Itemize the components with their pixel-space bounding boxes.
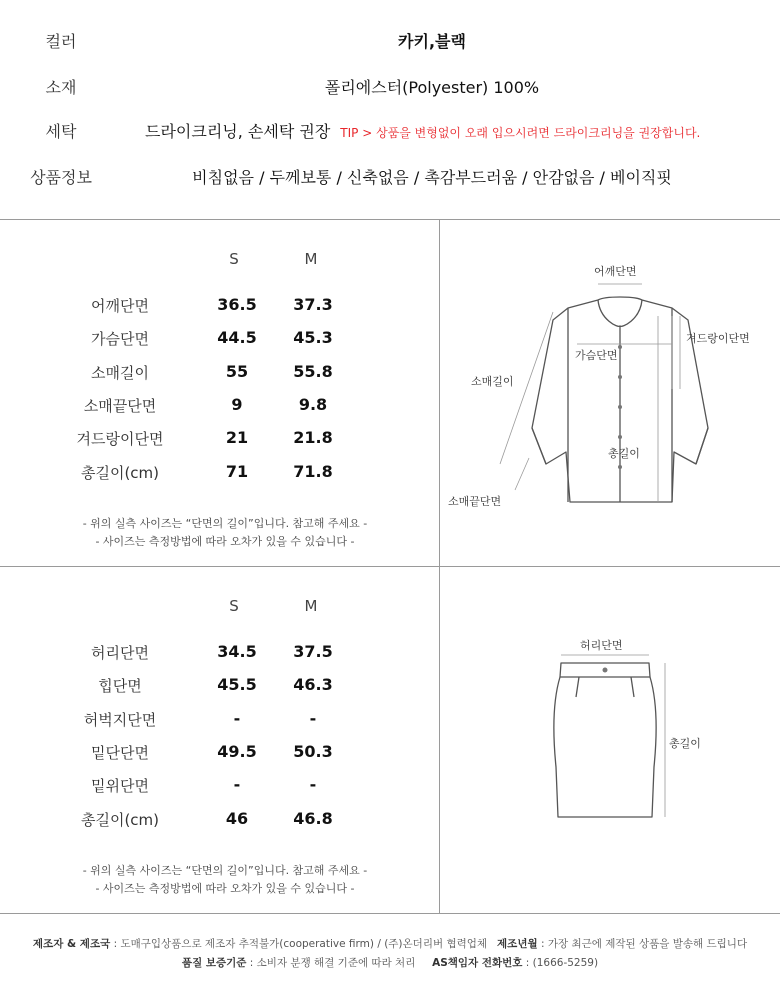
measure-s: -: [233, 775, 241, 794]
size-header-m: M: [304, 250, 318, 268]
measure-label: 총길이(cm): [80, 464, 160, 482]
maker-value: : 도매구입상품으로 제조자 추적불가(cooperative firm) / (주)온더리버 협력업체: [113, 938, 488, 950]
measure-s: 34.5: [217, 642, 257, 661]
info-label: 컬러: [45, 32, 77, 51]
size-header-s: S: [229, 597, 239, 615]
measure-s: 45.5: [217, 675, 257, 694]
info-value: 카키,블랙: [398, 32, 466, 51]
size-note: - 위의 실측 사이즈는 “단면의 길이”입니다. 참고해 주세요 -: [82, 517, 368, 530]
measure-label: 겨드랑이단면: [76, 430, 164, 448]
measure-m: 55.8: [293, 362, 333, 381]
divider: [0, 913, 780, 914]
measure-label: 밑위단면: [91, 777, 149, 795]
measure-label: 가슴단면: [91, 330, 149, 348]
shirt-label-chest: 가슴단면: [575, 349, 618, 362]
measure-label: 소매끝단면: [83, 397, 157, 415]
as-value: : (1666-5259): [525, 957, 599, 969]
info-value: 비침없음 / 두께보통 / 신축없음 / 촉감부드러움 / 안감없음 / 베이직핏: [192, 168, 672, 187]
shirt-diagram: [440, 220, 780, 566]
info-row-material: [0, 73, 780, 103]
info-label: 세탁: [45, 122, 77, 141]
info-row-details: [0, 163, 780, 193]
info-label: 소재: [45, 78, 77, 97]
measure-s: 9: [231, 395, 243, 414]
skirt-diagram: [440, 567, 780, 913]
shirt-label-length: 총길이: [608, 447, 640, 460]
washing-value: 드라이크리닝, 손세탁 권장: [145, 122, 331, 141]
measure-m: 50.3: [293, 742, 333, 761]
shirt-label-cuff: 소매끝단면: [448, 495, 502, 508]
measure-m: 9.8: [298, 395, 328, 414]
measure-label: 허벅지단면: [83, 711, 157, 729]
measure-s: 49.5: [217, 742, 257, 761]
measure-m: -: [309, 775, 317, 794]
footer-line-2: [0, 955, 780, 970]
washing-tip: TIP > 상품을 변형없이 오래 입으시려면 드라이크리닝을 권장합니다.: [340, 126, 701, 140]
measure-s: 71: [225, 462, 249, 481]
warranty-label: 품질 보증기준: [181, 957, 247, 969]
measure-s: 21: [225, 428, 249, 447]
measure-s: 46: [225, 809, 249, 828]
info-value: [145, 117, 765, 148]
measure-label: 소매길이: [91, 364, 149, 382]
as-label: AS책임자 전화번호: [432, 957, 523, 969]
shirt-label-armpit: 겨드랑이단면: [686, 332, 750, 345]
maker-label: 제조자 & 제조국: [32, 938, 111, 950]
measure-m: 46.8: [293, 809, 333, 828]
date-value: : 가장 최근에 제작된 상품을 발송해 드립니다: [540, 938, 748, 950]
measure-m: 46.3: [293, 675, 333, 694]
info-row-color: [0, 27, 780, 57]
measure-s: 55: [225, 362, 249, 381]
skirt-label-waist: 허리단면: [580, 639, 623, 652]
warranty-value: : 소비자 분쟁 해결 기준에 따라 처리: [249, 957, 416, 969]
date-label: 제조년월: [497, 938, 538, 950]
measure-label: 밑단단면: [91, 744, 149, 762]
shirt-label-sleeve: 소매길이: [471, 375, 514, 388]
measure-m: 45.3: [293, 328, 333, 347]
measure-m: -: [309, 709, 317, 728]
measure-s: 44.5: [217, 328, 257, 347]
info-value: 폴리에스터(Polyester) 100%: [324, 78, 540, 97]
info-row-washing: [0, 117, 780, 147]
size-note: - 사이즈는 측정방법에 따라 오차가 있을 수 있습니다 -: [95, 535, 355, 548]
size-note: - 사이즈는 측정방법에 따라 오차가 있을 수 있습니다 -: [95, 882, 355, 895]
measure-label: 허리단면: [91, 644, 149, 662]
footer-line-1: [0, 936, 780, 951]
measure-m: 71.8: [293, 462, 333, 481]
size-header-m: M: [304, 597, 318, 615]
shirt-label-shoulder: 어깨단면: [594, 265, 637, 278]
measure-s: 36.5: [217, 295, 257, 314]
size-note: - 위의 실측 사이즈는 “단면의 길이”입니다. 참고해 주세요 -: [82, 864, 368, 877]
skirt-label-length: 총길이: [669, 737, 701, 750]
measure-m: 37.5: [293, 642, 333, 661]
measure-label: 어깨단면: [91, 297, 149, 315]
measure-m: 37.3: [293, 295, 333, 314]
measure-label: 총길이(cm): [80, 811, 160, 829]
info-label: 상품정보: [30, 168, 92, 187]
measure-m: 21.8: [293, 428, 333, 447]
measure-s: -: [233, 709, 241, 728]
measure-label: 힙단면: [98, 677, 142, 695]
size-header-s: S: [229, 250, 239, 268]
